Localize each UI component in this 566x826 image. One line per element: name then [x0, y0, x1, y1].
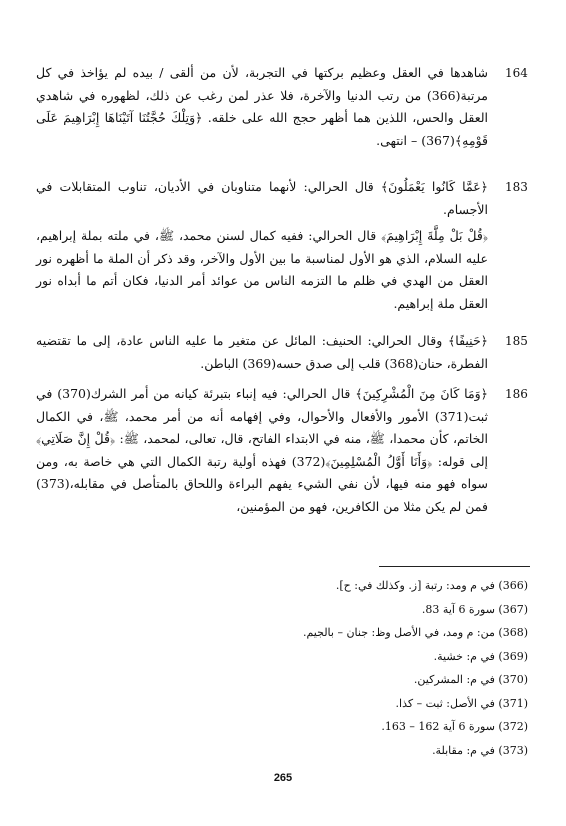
- entry-number: 164: [505, 66, 528, 80]
- footnote: (373) في م: مقابلة.: [432, 743, 528, 757]
- entry-paragraph: [36, 176, 488, 315]
- entry-number: 185: [505, 334, 528, 348]
- footnote: (370) في م: المشركين.: [413, 673, 528, 686]
- footnote: (372) سورة 6 آية 162 – 163.: [381, 720, 528, 733]
- entry-number: 183: [505, 180, 528, 194]
- entry-text: ﴿عَمَّا كَانُوا يَعْمَلُونَ﴾ قال الحرالي: لأنهما متناوبان في الأديان، تناوب المتقابلات في الأجسام.: [36, 179, 488, 217]
- entry-text: ﴿قُلْ بَلْ مِلَّةَ إِبْرَاهِيمَ﴾ قال الحرالي: ففيه كمال لسنن محمد، ﷺ، في ملته بملة إبراهيم، عليه السلام، الذي هو الأول لمناسبة ما بين الأول والآخر، وقد ذكر أن الملة ما أظهره نور العقل من الهدي في ظلم ما التزمه الناس من عوائد أمر الدنيا، فكان أتم ما أبداه نور العقل ملة إبراهيم.: [36, 228, 488, 311]
- entry-paragraph: [36, 62, 488, 152]
- entry-text: ﴿حَنِيفًا﴾ وقال الحرالي: الحنيف: المائل عن متغير ما عليه الناس عادة، إلى ما تقتضيه الفطرة، حنان(368) قلب إلى صدق حسه(369) الباطن.: [36, 333, 488, 371]
- entry-text: ﴿وَمَا كَانَ مِنَ الْمُشْرِكِينَ﴾ قال الحرالي: فيه إنباء بتبرئة كيانه من أمر الشرك(370) في ثبت(371) الأمور والأفعال والأحوال، وفي إفهامه أنه من أمر محمد، ﷺ، في الكمال الخاتم، كأن محمدا، ﷺ، منه في الابتداء الفاتح، قال، تعالى، لمحمد، ﷺ: ﴿قُلْ إِنَّ صَلَاتِي﴾ إلى قوله: ﴿وَأَنَا أَوَّلُ الْمُسْلِمِينَ﴾(372) فهذه أولية رتبة الكمال التي هي خاصة به، ومن سواه فهو منه فيها، لأن نفي الشيء يفهم البراءة واللحاق بالمتأصل في مقابله،(373) فمن لم يكن مثلا من الكافرين، فهو من المؤمنين،: [36, 386, 488, 514]
- footnotes-list: [200, 574, 528, 762]
- footnote: (369) في م: خشية.: [433, 649, 528, 663]
- footnote: (366) في م ومد: رتبة [ز. وكذلك في: ح].: [335, 579, 528, 592]
- footnote: (371) في الأصل: ثبت – كذا.: [395, 696, 528, 710]
- entry-number: 186: [505, 387, 528, 401]
- footnote: (367) سورة 6 آية 83.: [421, 602, 528, 616]
- page-number: 265: [273, 772, 293, 784]
- entry-paragraph: [36, 383, 488, 518]
- footnote-divider: [379, 566, 530, 567]
- entry-paragraph: [36, 330, 488, 375]
- footnote: (368) من: م ومد، في الأصل وظ: جنان – بالجيم.: [302, 626, 528, 639]
- entry-text: شاهدها في العقل وعظيم بركتها في التجربة، لأن من ألقى / بيده لم يؤاخذ في كل مرتبة(366) من رتب الدنيا والآخرة، فلا عذر لمن رغب عن ذلك، لظهوره في شاهدي العقل والحس، اللذين هما أظهر حجج الله على خلقه. ﴿وَتِلْكَ حُجَّتُنَا آتَيْنَاهَا إِبْرَاهِيمَ عَلَى قَوْمِهِ﴾(367) – انتهى.: [36, 65, 488, 148]
